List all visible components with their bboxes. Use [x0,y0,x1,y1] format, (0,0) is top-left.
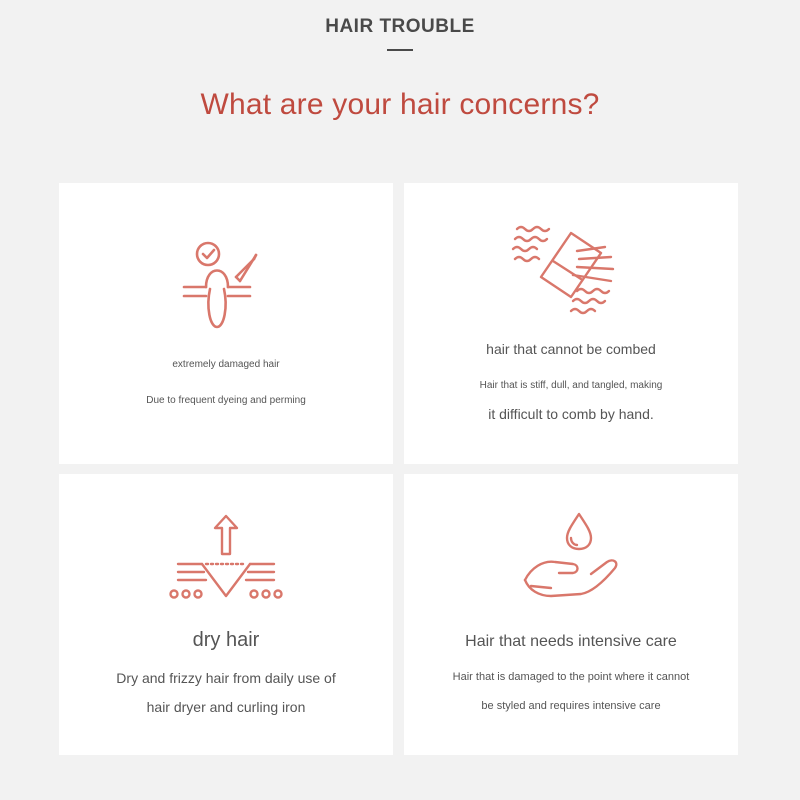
concern-card-uncombable [404,183,738,464]
eyebrow-divider [387,49,413,51]
comb-tangled-hair-icon [511,217,631,317]
card-title: dry hair [192,629,260,651]
card-description-line: hair dryer and curling iron [146,699,306,715]
concern-card-intensive-care [404,474,738,755]
card-title: extremely damaged hair [172,359,280,370]
card-description-line: Due to frequent dyeing and perming [146,395,306,406]
concern-card-damaged [59,183,393,464]
card-title: Hair that needs intensive care [465,633,677,650]
card-description-line: Hair that is damaged to the point where it cannot [452,671,690,683]
card-description-line: it difficult to comb by hand. [488,406,654,422]
page-headline: What are your hair concerns? [200,88,600,121]
damaged-hair-follicle-icon [166,235,286,335]
card-description-line: Hair that is stiff, dull, and tangled, making [479,380,663,391]
card-description-line: be styled and requires intensive care [481,700,661,712]
card-description-line: Dry and frizzy hair from daily use of [116,670,336,686]
card-title: hair that cannot be combed [486,341,656,357]
hand-with-drop-icon [511,510,631,610]
eyebrow-title: HAIR TROUBLE [325,16,475,37]
concern-card-dry [59,474,393,755]
moisture-evaporating-skin-icon [166,510,286,610]
